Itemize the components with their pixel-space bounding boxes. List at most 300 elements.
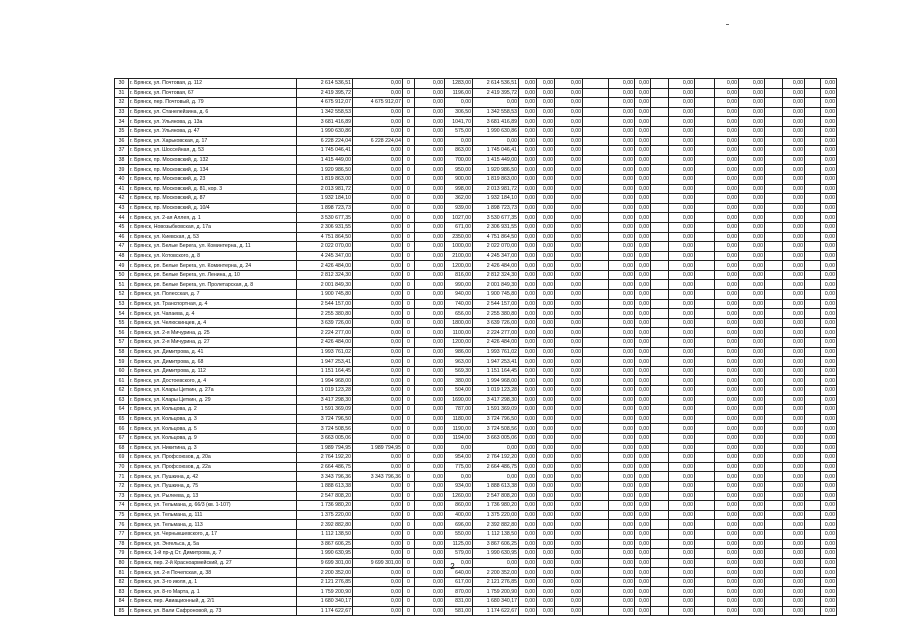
empty-cell bbox=[805, 136, 821, 146]
empty-cell bbox=[583, 357, 609, 367]
value-cell: 0,00 bbox=[635, 270, 651, 280]
table-row bbox=[115, 136, 837, 146]
value-cell: 0,00 bbox=[555, 424, 583, 434]
value-cell: 0 bbox=[403, 328, 415, 338]
value-cell: 0,00 bbox=[353, 107, 403, 117]
address-cell: г. Брянск, ул. Профсоюзов, д. 22а bbox=[129, 462, 297, 472]
empty-cell bbox=[765, 376, 783, 386]
value-cell: 0,00 bbox=[783, 443, 805, 453]
row-number-cell: 75 bbox=[115, 510, 129, 520]
value-cell: 0,00 bbox=[635, 165, 651, 175]
value-cell: 0,00 bbox=[783, 146, 805, 156]
value-cell: 0,00 bbox=[715, 510, 739, 520]
value-cell: 0,00 bbox=[353, 232, 403, 242]
value-cell: 0,00 bbox=[555, 203, 583, 213]
value-cell: 0,00 bbox=[715, 491, 739, 501]
empty-cell bbox=[805, 213, 821, 223]
value-cell: 0,00 bbox=[537, 443, 555, 453]
value-cell: 0,00 bbox=[415, 117, 445, 127]
value-cell: 1 990 630,86 bbox=[473, 126, 519, 136]
empty-cell bbox=[651, 520, 669, 530]
value-cell: 0,00 bbox=[739, 261, 765, 271]
value-cell: 0,00 bbox=[609, 232, 635, 242]
empty-cell bbox=[583, 549, 609, 559]
value-cell: 0,00 bbox=[609, 290, 635, 300]
value-cell: 0,00 bbox=[635, 347, 651, 357]
value-cell: 0,00 bbox=[783, 79, 805, 89]
value-cell: 0,00 bbox=[739, 194, 765, 204]
address-cell: г. Брянск, ул. Достоевского, д. 4 bbox=[129, 376, 297, 386]
value-cell: 1 900 745,80 bbox=[297, 290, 353, 300]
empty-cell bbox=[695, 299, 715, 309]
value-cell: 0,00 bbox=[473, 472, 519, 482]
value-cell: 740,00 bbox=[445, 299, 473, 309]
value-cell: 900,00 bbox=[445, 174, 473, 184]
value-cell: 0,00 bbox=[555, 318, 583, 328]
table-row bbox=[115, 98, 837, 108]
empty-cell bbox=[583, 366, 609, 376]
empty-cell bbox=[583, 242, 609, 252]
empty-cell bbox=[765, 520, 783, 530]
empty-cell bbox=[695, 270, 715, 280]
address-cell: г. Брянск, ул. Пушкина, д. 42 bbox=[129, 472, 297, 482]
value-cell: 0,00 bbox=[555, 242, 583, 252]
value-cell: 0 bbox=[403, 88, 415, 98]
empty-cell bbox=[583, 194, 609, 204]
value-cell: 0,00 bbox=[783, 98, 805, 108]
value-cell: 0,00 bbox=[669, 357, 695, 367]
value-cell: 0,00 bbox=[715, 386, 739, 396]
empty-cell bbox=[651, 338, 669, 348]
empty-cell bbox=[583, 433, 609, 443]
empty-cell bbox=[651, 395, 669, 405]
empty-cell bbox=[651, 414, 669, 424]
value-cell: 3 639 726,00 bbox=[297, 318, 353, 328]
value-cell: 0,00 bbox=[821, 261, 837, 271]
value-cell: 0,00 bbox=[669, 414, 695, 424]
value-cell: 0,00 bbox=[783, 280, 805, 290]
value-cell: 2 200 352,00 bbox=[473, 568, 519, 578]
value-cell: 0,00 bbox=[669, 501, 695, 511]
row-number-cell: 58 bbox=[115, 347, 129, 357]
value-cell: 0,00 bbox=[635, 203, 651, 213]
value-cell: 0,00 bbox=[537, 405, 555, 415]
empty-cell bbox=[651, 472, 669, 482]
value-cell: 0,00 bbox=[519, 194, 537, 204]
value-cell: 0,00 bbox=[537, 472, 555, 482]
value-cell: 0,00 bbox=[519, 155, 537, 165]
value-cell: 0,00 bbox=[353, 520, 403, 530]
value-cell: 0,00 bbox=[537, 79, 555, 89]
value-cell: 1 947 253,41 bbox=[473, 357, 519, 367]
empty-cell bbox=[651, 328, 669, 338]
row-number-cell: 45 bbox=[115, 222, 129, 232]
value-cell: 0,00 bbox=[635, 117, 651, 127]
value-cell: 0,00 bbox=[821, 136, 837, 146]
value-cell: 3 724 508,56 bbox=[473, 424, 519, 434]
row-number-cell: 41 bbox=[115, 184, 129, 194]
address-cell: г. Брянск, ул. Кольцова, д. 3 bbox=[129, 414, 297, 424]
table-row bbox=[115, 222, 837, 232]
empty-cell bbox=[805, 501, 821, 511]
value-cell: 0,00 bbox=[739, 386, 765, 396]
row-number-cell: 81 bbox=[115, 568, 129, 578]
value-cell: 3 639 726,00 bbox=[473, 318, 519, 328]
value-cell: 0,00 bbox=[537, 453, 555, 463]
value-cell: 1 415 449,00 bbox=[473, 155, 519, 165]
value-cell: 0,00 bbox=[715, 126, 739, 136]
value-cell: 0,00 bbox=[821, 366, 837, 376]
value-cell: 0,00 bbox=[519, 174, 537, 184]
value-cell: 0,00 bbox=[635, 222, 651, 232]
value-cell: 0,00 bbox=[635, 539, 651, 549]
value-cell: 0,00 bbox=[609, 242, 635, 252]
value-cell: 0,00 bbox=[739, 203, 765, 213]
value-cell: 0,00 bbox=[783, 242, 805, 252]
empty-cell bbox=[583, 146, 609, 156]
empty-cell bbox=[765, 126, 783, 136]
value-cell: 1 019 123,28 bbox=[297, 386, 353, 396]
value-cell: 0,00 bbox=[669, 386, 695, 396]
value-cell: 860,00 bbox=[445, 501, 473, 511]
value-cell: 0,00 bbox=[715, 414, 739, 424]
value-cell: 0,00 bbox=[715, 194, 739, 204]
table-row bbox=[115, 174, 837, 184]
value-cell: 0,00 bbox=[415, 309, 445, 319]
value-cell: 0,00 bbox=[739, 443, 765, 453]
value-cell: 0,00 bbox=[821, 309, 837, 319]
value-cell: 550,00 bbox=[445, 529, 473, 539]
empty-cell bbox=[805, 107, 821, 117]
empty-cell bbox=[695, 146, 715, 156]
empty-cell bbox=[583, 347, 609, 357]
empty-cell bbox=[805, 261, 821, 271]
value-cell: 0,00 bbox=[415, 338, 445, 348]
row-number-cell: 36 bbox=[115, 136, 129, 146]
row-number-cell: 50 bbox=[115, 270, 129, 280]
value-cell: 1 819 863,00 bbox=[297, 174, 353, 184]
row-number-cell: 39 bbox=[115, 165, 129, 175]
value-cell: 0,00 bbox=[415, 126, 445, 136]
value-cell: 0 bbox=[403, 280, 415, 290]
value-cell: 2 664 486,75 bbox=[297, 462, 353, 472]
value-cell: 0,00 bbox=[353, 424, 403, 434]
address-cell: г. Брянск, ул. Никитина, д. 3 bbox=[129, 443, 297, 453]
value-cell: 0,00 bbox=[635, 414, 651, 424]
value-cell: 0,00 bbox=[555, 462, 583, 472]
empty-cell bbox=[583, 290, 609, 300]
value-cell: 0,00 bbox=[353, 414, 403, 424]
table-row bbox=[115, 328, 837, 338]
value-cell: 0,00 bbox=[635, 597, 651, 607]
value-cell: 0,00 bbox=[519, 472, 537, 482]
empty-cell bbox=[695, 222, 715, 232]
address-cell: г. Брянск, пр. Московский, д. 132 bbox=[129, 155, 297, 165]
empty-cell bbox=[695, 472, 715, 482]
empty-cell bbox=[765, 194, 783, 204]
row-number-cell: 49 bbox=[115, 261, 129, 271]
empty-cell bbox=[695, 107, 715, 117]
empty-cell bbox=[765, 587, 783, 597]
value-cell: 0,00 bbox=[635, 146, 651, 156]
value-cell: 0,00 bbox=[739, 174, 765, 184]
value-cell: 2 121 276,85 bbox=[473, 577, 519, 587]
value-cell: 0,00 bbox=[555, 194, 583, 204]
value-cell: 2 013 981,72 bbox=[473, 184, 519, 194]
value-cell: 0,00 bbox=[519, 213, 537, 223]
value-cell: 3 724 508,56 bbox=[297, 424, 353, 434]
value-cell: 1 759 200,90 bbox=[473, 587, 519, 597]
value-cell: 0,00 bbox=[555, 174, 583, 184]
value-cell: 0,00 bbox=[519, 453, 537, 463]
value-cell: 0,00 bbox=[519, 462, 537, 472]
value-cell: 0,00 bbox=[353, 290, 403, 300]
value-cell: 0,00 bbox=[537, 357, 555, 367]
empty-cell bbox=[805, 462, 821, 472]
value-cell: 0,00 bbox=[669, 309, 695, 319]
value-cell: 0,00 bbox=[821, 232, 837, 242]
value-cell: 0,00 bbox=[519, 539, 537, 549]
value-cell: 0,00 bbox=[821, 433, 837, 443]
value-cell: 696,00 bbox=[445, 520, 473, 530]
row-number-cell: 63 bbox=[115, 395, 129, 405]
value-cell: 0,00 bbox=[555, 491, 583, 501]
value-cell: 0,00 bbox=[537, 98, 555, 108]
value-cell: 939,00 bbox=[445, 203, 473, 213]
table-row bbox=[115, 146, 837, 156]
value-cell: 0,00 bbox=[415, 146, 445, 156]
value-cell: 0,00 bbox=[739, 568, 765, 578]
empty-cell bbox=[805, 481, 821, 491]
value-cell: 0,00 bbox=[783, 501, 805, 511]
address-cell: г. Брянск, ул. Черныкшевского, д. 17 bbox=[129, 529, 297, 539]
value-cell: 0,00 bbox=[715, 568, 739, 578]
value-cell: 0 bbox=[403, 443, 415, 453]
value-cell: 0 bbox=[403, 597, 415, 607]
empty-cell bbox=[765, 165, 783, 175]
value-cell: 0,00 bbox=[821, 414, 837, 424]
value-cell: 0,00 bbox=[821, 126, 837, 136]
value-cell: 0,00 bbox=[783, 577, 805, 587]
value-cell: 0,00 bbox=[783, 107, 805, 117]
empty-cell bbox=[765, 107, 783, 117]
table-row bbox=[115, 155, 837, 165]
empty-cell bbox=[583, 405, 609, 415]
value-cell: 0,00 bbox=[783, 597, 805, 607]
value-cell: 0,00 bbox=[739, 88, 765, 98]
empty-cell bbox=[765, 146, 783, 156]
empty-cell bbox=[805, 597, 821, 607]
empty-cell bbox=[651, 174, 669, 184]
value-cell: 0,00 bbox=[783, 433, 805, 443]
value-cell: 0,00 bbox=[353, 222, 403, 232]
address-cell: г. Брянск, ул. Клары Цеткин, д. 27а bbox=[129, 386, 297, 396]
empty-cell bbox=[583, 414, 609, 424]
value-cell: 0,00 bbox=[415, 251, 445, 261]
value-cell: 0,00 bbox=[609, 549, 635, 559]
empty-cell bbox=[695, 290, 715, 300]
value-cell: 0,00 bbox=[635, 213, 651, 223]
value-cell: 0,00 bbox=[635, 376, 651, 386]
value-cell: 0,00 bbox=[739, 126, 765, 136]
value-cell: 0,00 bbox=[739, 481, 765, 491]
address-cell: г. Брянск, рп. Белые Берега, ул. Пролетарская, д. 8 bbox=[129, 280, 297, 290]
row-number-cell: 67 bbox=[115, 433, 129, 443]
empty-cell bbox=[695, 510, 715, 520]
value-cell: 0 bbox=[403, 222, 415, 232]
value-cell: 0,00 bbox=[537, 213, 555, 223]
value-cell: 0,00 bbox=[415, 299, 445, 309]
empty-cell bbox=[805, 194, 821, 204]
value-cell: 0 bbox=[403, 299, 415, 309]
value-cell: 0,00 bbox=[415, 98, 445, 108]
empty-cell bbox=[695, 549, 715, 559]
table-row bbox=[115, 366, 837, 376]
value-cell: 0,00 bbox=[609, 472, 635, 482]
value-cell: 0,00 bbox=[669, 98, 695, 108]
value-cell: 0,00 bbox=[821, 424, 837, 434]
empty-cell bbox=[765, 328, 783, 338]
empty-cell bbox=[651, 165, 669, 175]
value-cell: 0,00 bbox=[519, 280, 537, 290]
address-cell: г. Брянск, ул. Почтовая, 67 bbox=[129, 88, 297, 98]
value-cell: 0,00 bbox=[473, 558, 519, 568]
value-cell: 0 bbox=[403, 79, 415, 89]
empty-cell bbox=[765, 395, 783, 405]
empty-cell bbox=[805, 395, 821, 405]
value-cell: 0,00 bbox=[555, 414, 583, 424]
empty-cell bbox=[583, 165, 609, 175]
address-cell: г. Брянск, ул. Челюскинцев, д. 4 bbox=[129, 318, 297, 328]
value-cell: 0 bbox=[403, 338, 415, 348]
row-number-cell: 71 bbox=[115, 472, 129, 482]
value-cell: 0,00 bbox=[821, 510, 837, 520]
empty-cell bbox=[651, 203, 669, 213]
value-cell: 0,00 bbox=[739, 558, 765, 568]
value-cell: 0,00 bbox=[609, 165, 635, 175]
value-cell: 0 bbox=[403, 510, 415, 520]
value-cell: 0,00 bbox=[519, 357, 537, 367]
value-cell: 0,00 bbox=[739, 357, 765, 367]
value-cell: 0,00 bbox=[783, 481, 805, 491]
empty-cell bbox=[695, 414, 715, 424]
value-cell: 0,00 bbox=[739, 328, 765, 338]
value-cell: 0,00 bbox=[739, 270, 765, 280]
value-cell: 0,00 bbox=[353, 549, 403, 559]
value-cell: 0 bbox=[403, 251, 415, 261]
value-cell: 2 200 352,00 bbox=[297, 568, 353, 578]
value-cell: 0,00 bbox=[537, 529, 555, 539]
empty-cell bbox=[583, 280, 609, 290]
value-cell: 0,00 bbox=[739, 529, 765, 539]
empty-cell bbox=[651, 213, 669, 223]
empty-cell bbox=[583, 318, 609, 328]
value-cell: 2 614 536,51 bbox=[473, 79, 519, 89]
value-cell: 0,00 bbox=[783, 520, 805, 530]
value-cell: 0,00 bbox=[519, 242, 537, 252]
value-cell: 0,00 bbox=[821, 88, 837, 98]
value-cell: 1 342 558,53 bbox=[297, 107, 353, 117]
value-cell: 0,00 bbox=[635, 405, 651, 415]
value-cell: 0,00 bbox=[739, 510, 765, 520]
value-cell: 0,00 bbox=[635, 481, 651, 491]
value-cell: 0,00 bbox=[821, 98, 837, 108]
table-row bbox=[115, 299, 837, 309]
value-cell: 0,00 bbox=[415, 549, 445, 559]
value-cell: 0,00 bbox=[537, 568, 555, 578]
value-cell: 2 419 395,72 bbox=[297, 88, 353, 98]
value-cell: 0,00 bbox=[669, 79, 695, 89]
value-cell: 0,00 bbox=[669, 481, 695, 491]
value-cell: 0,00 bbox=[555, 270, 583, 280]
value-cell: 0,00 bbox=[473, 136, 519, 146]
value-cell: 0,00 bbox=[669, 424, 695, 434]
value-cell: 0,00 bbox=[669, 136, 695, 146]
empty-cell bbox=[583, 529, 609, 539]
value-cell: 0,00 bbox=[519, 318, 537, 328]
value-cell: 0,00 bbox=[715, 155, 739, 165]
row-number-cell: 42 bbox=[115, 194, 129, 204]
address-cell: г. Брянск, ул. Клары Цеткин, д. 29 bbox=[129, 395, 297, 405]
value-cell: 0,00 bbox=[415, 414, 445, 424]
value-cell: 0,00 bbox=[609, 213, 635, 223]
value-cell: 1100,00 bbox=[445, 328, 473, 338]
value-cell: 0,00 bbox=[415, 568, 445, 578]
value-cell: 0,00 bbox=[669, 318, 695, 328]
value-cell: 2 001 849,30 bbox=[297, 280, 353, 290]
value-cell: 0,00 bbox=[715, 520, 739, 530]
empty-cell bbox=[695, 443, 715, 453]
value-cell: 0,00 bbox=[783, 549, 805, 559]
value-cell: 0,00 bbox=[609, 136, 635, 146]
value-cell: 1 745 046,41 bbox=[473, 146, 519, 156]
value-cell: 0 bbox=[403, 395, 415, 405]
value-cell: 0,00 bbox=[739, 472, 765, 482]
value-cell: 0,00 bbox=[783, 126, 805, 136]
value-cell: 0,00 bbox=[821, 174, 837, 184]
empty-cell bbox=[695, 318, 715, 328]
value-cell: 0,00 bbox=[715, 558, 739, 568]
value-cell: 0,00 bbox=[519, 491, 537, 501]
value-cell: 0,00 bbox=[519, 117, 537, 127]
value-cell: 0,00 bbox=[353, 280, 403, 290]
value-cell: 2 764 192,20 bbox=[297, 453, 353, 463]
value-cell: 0,00 bbox=[609, 386, 635, 396]
row-number-cell: 53 bbox=[115, 299, 129, 309]
address-cell: г. Брянск, ул. Харьковская, д. 17 bbox=[129, 136, 297, 146]
value-cell: 579,00 bbox=[445, 549, 473, 559]
empty-cell bbox=[651, 107, 669, 117]
value-cell: 0,00 bbox=[445, 472, 473, 482]
value-cell: 0,00 bbox=[783, 376, 805, 386]
value-cell: 0,00 bbox=[669, 213, 695, 223]
value-cell: 581,00 bbox=[445, 606, 473, 616]
address-cell: г. Брянск, ул. Рылеева, д. 13 bbox=[129, 491, 297, 501]
row-number-cell: 70 bbox=[115, 462, 129, 472]
value-cell: 0,00 bbox=[415, 194, 445, 204]
value-cell: 0,00 bbox=[739, 184, 765, 194]
value-cell: 863,00 bbox=[445, 146, 473, 156]
value-cell: 0,00 bbox=[353, 242, 403, 252]
empty-cell bbox=[695, 117, 715, 127]
value-cell: 0,00 bbox=[739, 165, 765, 175]
value-cell: 1 990 630,86 bbox=[297, 126, 353, 136]
value-cell: 0,00 bbox=[739, 376, 765, 386]
value-cell: 2 392 882,80 bbox=[473, 520, 519, 530]
value-cell: 0,00 bbox=[415, 318, 445, 328]
value-cell: 0,00 bbox=[415, 462, 445, 472]
value-cell: 0 bbox=[403, 146, 415, 156]
